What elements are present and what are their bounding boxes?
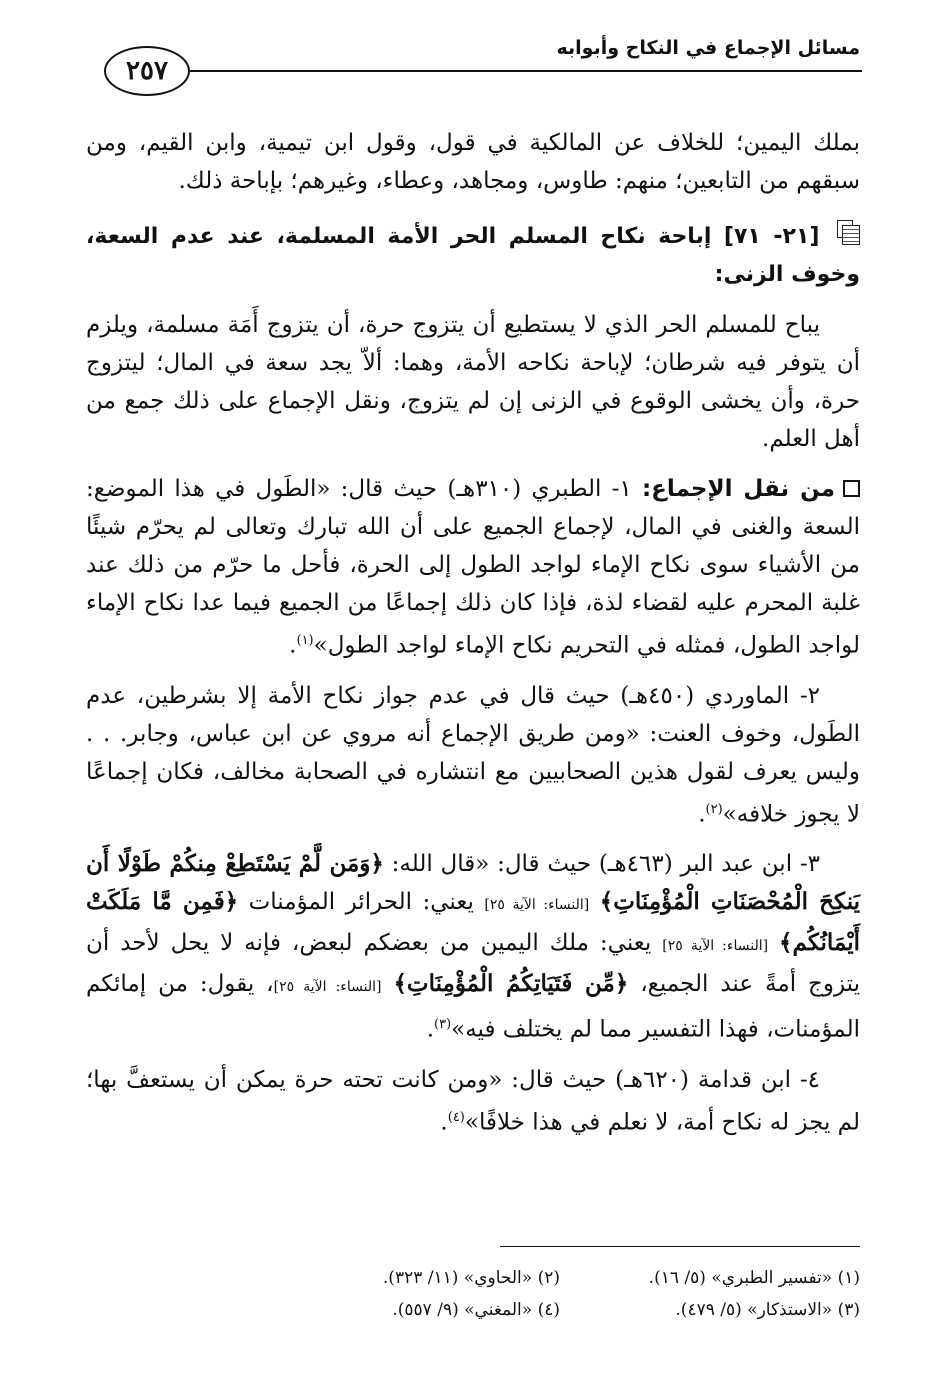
verse-ref-1: [النساء: الآية ٢٥] [484, 897, 590, 914]
transmitter-1-text: ١- الطبري (٣١٠هـ) حيث قال: «الطَول في هذا الموضع: السعة والغنى في المال، لإجماع الجميع على أن الله تبارك وتعالى لم يحرّم شيئًا من الأشياء سوى نكاح الإماء لواجد الطول إلى الحرة، فأحل ما حرّم من ذلك عند غلبة المحرم عليه لقضاء لذة، فإذا كان ذلك إجماعًا من الجميع فيما عدا نكاح الإماء لواجد الطول، فمثله في التحريم نكاح الإماء لواجد الطول» [86, 476, 860, 659]
footnote-ref-2: (٢) [705, 801, 723, 817]
verse-ref-3: [النساء: الآية ٢٥] [273, 979, 382, 996]
header-rule [190, 70, 862, 72]
issue-heading [86, 218, 860, 294]
transmitter-2-text: ٢- الماوردي (٤٥٠هـ) حيث قال في عدم جواز نكاح الأمة إلا بشرطين، عدم الطَول، وخوف العنت: «ومن طريق الإجماع أنه مروي عن ابن عباس، وجابر. . . وليس يعرف لقول هذين الصحابيين مع انتشاره في الصحابة مخالف، فكان إجماعًا لا يجوز خلافه» [86, 682, 860, 828]
page-number: ٢٥٧ [104, 46, 190, 96]
quran-verse-2: ﴿فَمِن مَّا مَلَكَتْ أَيْمَانُكُم﴾ [86, 888, 861, 957]
quran-verse-3: ﴿مِّن فَتَيَاتِكُمُ الْمُؤْمِنَاتِ﴾ [393, 970, 629, 998]
transmitter-3-text-b: يعني: الحرائر المؤمنات [238, 889, 485, 916]
transmitters-label: من نقل الإجماع: [641, 476, 836, 502]
footnote-ref-3: (٣) [434, 1017, 452, 1033]
footnote-4: (٤) «المغني» (٩/ ٥٥٧). [392, 1300, 560, 1320]
footnote-row [86, 1294, 860, 1326]
issue-number: [٢١- ٧١] [723, 224, 820, 249]
footnote-row [86, 1262, 860, 1294]
footnote-rule [500, 1246, 860, 1247]
intro-paragraph: بملك اليمين؛ للخلاف عن المالكية في قول، وقول ابن تيمية، وابن القيم، ومن سبقهم من التابعين؛ منهم: طاوس، ومجاهد، وعطاء، وغيرهم؛ بإباحة ذلك. [86, 130, 860, 194]
transmitter-1-paragraph: من نقل الإجماع: ١- الطبري (٣١٠هـ) حيث قال: «الطَول في هذا الموضع: السعة والغنى في المال، لإجماع الجميع على أن الله تبارك وتعالى لم يحرّم شيئًا من الأشياء سوى نكاح الإماء لواجد الطول إلى الحرة، فأحل ما حرّم من ذلك عند غلبة المحرم عليه لقضاء لذة، فإذا كان ذلك إجماعًا من الجميع فيما عدا نكاح الإماء لواجد الطول، فمثله في التحريم نكاح الإماء لواجد الطول»$^{(١)}$. [86, 476, 860, 659]
footnote-3: (٣) «الاستذكار» (٥/ ٤٧٩). [675, 1300, 860, 1320]
body-text [86, 124, 860, 1142]
transmitter-4-text: ٤- ابن قدامة (٦٢٠هـ) حيث قال: «ومن كانت تحته حرة يمكن أن يستعفَّ بها؛ لم يجز له نكاح أمة، لا نعلم في هذا خلافًا» [86, 1066, 860, 1136]
transmitter-4-paragraph: ٤- ابن قدامة (٦٢٠هـ) حيث قال: «ومن كانت تحته حرة يمكن أن يستعفَّ بها؛ لم يجز له نكاح أمة، لا نعلم في هذا خلافًا»$^{(٤)}$. [86, 1066, 860, 1136]
footnote-1: (١) «تفسير الطبري» (٥/ ١٦). [648, 1268, 860, 1288]
transmitter-2-paragraph: ٢- الماوردي (٤٥٠هـ) حيث قال في عدم جواز نكاح الأمة إلا بشرطين، عدم الطَول، وخوف العنت: «ومن طريق الإجماع أنه مروي عن ابن عباس، وجابر. . . وليس يعرف لقول هذين الصحابيين مع انتشاره في الصحابة مخالف، فكان إجماعًا لا يجوز خلافه»$^{(٢)}$. [86, 682, 860, 828]
footnote-ref-4: (٤) [447, 1109, 465, 1125]
issue-title: إباحة نكاح المسلم الحر الأمة المسلمة، عند عدم السعة، وخوف الزنى: [86, 224, 860, 287]
quran-verse-1: ﴿وَمَن لَّمْ يَسْتَطِعْ مِنكُمْ طَوْلًا أَن يَنكِحَ الْمُحْصَنَاتِ الْمُؤْمِنَاتِ﴾ [86, 850, 861, 916]
footnotes [86, 1262, 860, 1326]
footnote-ref-1: (١) [296, 633, 314, 648]
transmitter-3-text-a: ٣- ابن عبد البر (٤٦٣هـ) حيث قال: «قال الله: [383, 851, 820, 878]
transmitter-3-paragraph: ٣- ابن عبد البر (٤٦٣هـ) حيث قال: «قال الله: ﴿وَمَن لَّمْ يَسْتَطِعْ مِنكُمْ طَوْلًا أَن يَنكِحَ الْمُحْصَنَاتِ الْمُؤْمِنَاتِ﴾ [النساء: الآية ٢٥] يعني: الحرائر المؤمنات ﴿فَمِن مَّا مَلَكَتْ أَيْمَانُكُم﴾ [النساء: الآية ٢٥] يعني: ملك اليمين من بعضكم لبعض، فإنه لا يحل لأحد أن يتزوج أمةً عند الجميع، ﴿مِّن فَتَيَاتِكُمُ الْمُؤْمِنَاتِ﴾ [النساء: الآية ٢٥]، يقول: من إمائكم المؤمنات، فهذا التفسير مما لم يختلف فيه»$^{(٣)}$. [86, 850, 861, 1043]
footnote-2: (٢) «الحاوي» (١١/ ٣٢٣). [382, 1268, 560, 1288]
square-bullet-icon [843, 480, 860, 497]
statement-paragraph: يباح للمسلم الحر الذي لا يستطيع أن يتزوج حرة، أن يتزوج أَمَة مسلمة، ويلزم أن يتوفر فيه شرطان؛ لإباحة نكاحه الأمة، وهما: ألاّ يجد سعة في المال؛ ليتزوج حرة، وأن يخشى الوقوع في الزنى إن لم يتزوج، ونقل الإجماع على ذلك جمع من أهل العلم. [86, 312, 860, 452]
transmitter-3-text-d: ، يقول: من إمائكم المؤمنات، فهذا التفسير مما لم يختلف فيه» [86, 971, 860, 1043]
transmitter-3-text-c: يعني: ملك اليمين من بعضكم لبعض، فإنه لا يحل لأحد أن يتزوج أمةً عند الجميع، [86, 930, 861, 998]
running-title: مسائل الإجماع في النكاح وأبوابه [556, 37, 860, 59]
document-icon [842, 225, 860, 245]
verse-ref-2: [النساء: الآية ٢٥] [662, 938, 769, 955]
